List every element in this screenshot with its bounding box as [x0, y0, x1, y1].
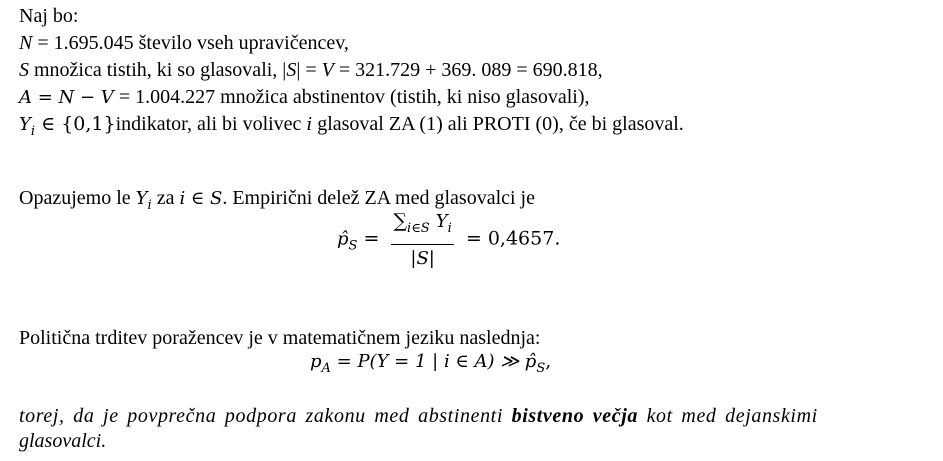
set-01: ∈ {0,1}	[35, 113, 116, 135]
subscript-a: A	[321, 361, 331, 376]
symbol-y: Y	[19, 114, 31, 135]
desc-y: indikator, ali bi volivec	[115, 113, 307, 135]
conclusion-1: torej, da je povprečna podpora zakonu med abstinenti	[19, 405, 512, 427]
p-a: p	[310, 351, 322, 372]
definition-s	[19, 58, 603, 82]
p-hat: p̂	[337, 228, 349, 250]
eq-sign: | =	[296, 59, 322, 81]
conclusion-line-2	[19, 429, 106, 453]
symbol-y: Y	[135, 188, 148, 209]
intro-label: Naj bo:	[19, 5, 79, 27]
formula-a: A = N − V	[19, 87, 114, 108]
claim-label: Politična trditev poražencev je v matematičnem jeziku naslednja:	[19, 327, 541, 349]
desc-y-2: glasoval ZA (1) ali PROTI (0), če bi glasoval.	[312, 113, 684, 135]
subscript-i: i	[30, 124, 36, 139]
formula-p-a	[310, 350, 551, 376]
symbol-i: i	[306, 114, 313, 135]
symbol-v: V	[321, 59, 334, 81]
p-hat: p̂	[524, 351, 537, 372]
numerator	[391, 208, 453, 245]
probability-expr: = P(Y = 1 | i ∈ A) ≫	[330, 351, 525, 372]
observe-3: . Empirični delež ZA med glasovalci je	[222, 187, 535, 209]
symbol-s-abs: S	[286, 59, 297, 81]
sum-sign: ∑	[393, 210, 408, 232]
observe-1: Opazujemo le	[19, 187, 136, 209]
value-v: = 321.729 + 369. 089 = 690.818,	[333, 59, 603, 81]
desc-n: število vseh upravičencev,	[138, 32, 349, 54]
sum-index: i∈S	[407, 221, 430, 236]
observe-2: za	[151, 187, 180, 209]
condition: i ∈ S	[179, 188, 223, 209]
comma: ,	[545, 350, 552, 372]
symbol-s: S	[19, 59, 29, 81]
desc-a: množica abstinentov (tistih, ki niso glasovali),	[220, 86, 590, 108]
subscript-i: i	[147, 198, 152, 213]
result-value: = 0,4657.	[465, 227, 561, 250]
symbol-n: N	[19, 32, 33, 54]
desc-s: množica tistih, ki so glasovali, |	[29, 59, 287, 81]
denominator: |S|	[410, 248, 435, 269]
intro-text	[19, 4, 78, 28]
subscript-s: S	[536, 361, 546, 376]
fraction	[391, 208, 453, 271]
definition-a	[19, 85, 589, 110]
eq-sign: =	[363, 227, 380, 250]
value-a: = 1.004.227	[113, 86, 221, 108]
value-n: = 1.695.045	[32, 32, 139, 54]
emphasis-bold: bistveno večja	[511, 405, 638, 427]
formula-p-hat-s	[337, 208, 560, 271]
definition-y	[19, 112, 684, 144]
subscript-i: i	[447, 221, 452, 236]
conclusion-3: glasovalci.	[19, 430, 107, 452]
subscript-s: S	[348, 238, 358, 254]
conclusion-line-1	[19, 404, 818, 428]
symbol-y: Y	[435, 211, 448, 232]
conclusion-2: kot med dejanskimi	[637, 405, 818, 427]
claim-text	[19, 326, 540, 350]
definition-n	[19, 31, 349, 55]
